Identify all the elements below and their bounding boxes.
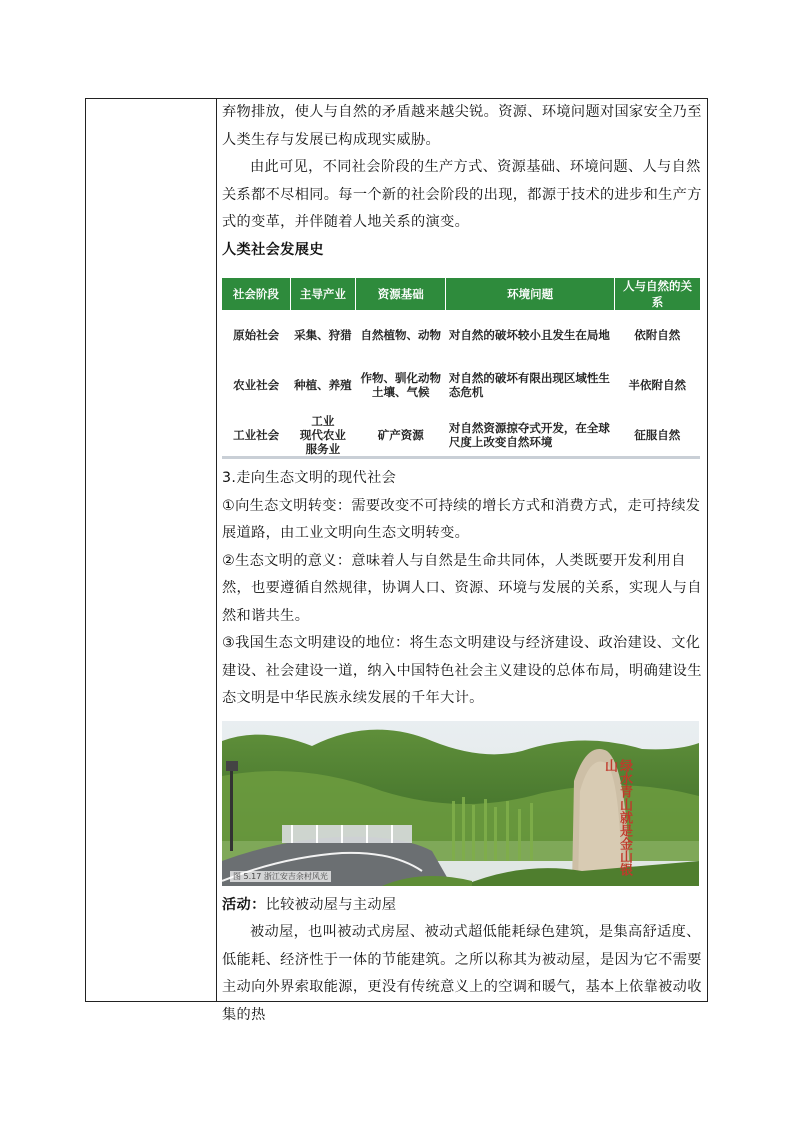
table-cell: 征服自然 bbox=[634, 428, 681, 442]
table-cell: 对自然资源掠夺式开发，在全球尺度上改变自然环境 bbox=[448, 421, 610, 449]
left-column bbox=[86, 99, 217, 1001]
header-cell: 社会阶段 bbox=[222, 278, 290, 310]
table-cell: 作物、驯化动物 土壤、气候 bbox=[360, 371, 441, 399]
header-cell: 环境问题 bbox=[446, 278, 615, 310]
table-header-row bbox=[222, 278, 700, 310]
section-heading: 3.走向生态文明的现代社会 bbox=[222, 470, 397, 486]
paragraph-summary: 由此可见，不同社会阶段的生产方式、资源基础、环境问题、人与自然关系都不尽相同。每一个新的社会阶段的出现，都源于技术的进步和生产方式的变革，并伴随着人地关系的演变。 bbox=[222, 159, 702, 230]
table-cell: 半依附自然 bbox=[628, 378, 687, 392]
landscape-photo bbox=[222, 721, 699, 886]
activity-label: 活动： bbox=[222, 896, 266, 913]
point-item: ①向生态文明转变：需要改变不可持续的增长方式和消费方式，走可持续发展道路，由工业文明向生态文明转变。 bbox=[222, 497, 701, 541]
table-banner bbox=[222, 268, 700, 278]
table-cell: 种植、养殖 bbox=[294, 378, 352, 392]
society-history-table bbox=[222, 278, 700, 460]
header-cell: 资源基础 bbox=[356, 278, 446, 310]
header-cell: 主导产业 bbox=[290, 278, 355, 310]
table-cell: 工业社会 bbox=[233, 428, 280, 442]
activity-heading bbox=[222, 892, 702, 920]
table-row bbox=[222, 310, 700, 360]
table-cell: 采集、狩猎 bbox=[294, 328, 352, 342]
table-cell: 对自然的破坏有限出现区域性生态危机 bbox=[448, 371, 610, 399]
activity-title: 比较被动屋与主动屋 bbox=[265, 896, 397, 913]
table-title: 人类社会发展史 bbox=[222, 241, 324, 258]
table-cell: 矿产资源 bbox=[377, 428, 424, 442]
point-item: ③我国生态文明建设的地位：将生态文明建设与经济建设、政治建设、文化建设、社会建设一道，纳入中国特色社会主义建设的总体布局，明确建设生态文明是中华民族永续发展的千年大计。 bbox=[222, 635, 702, 706]
table-cell: 工业 现代农业 服务业 bbox=[299, 414, 346, 456]
society-history-table-figure bbox=[222, 268, 700, 459]
table-row bbox=[222, 360, 700, 410]
content-column bbox=[222, 99, 702, 1029]
lesson-table-frame bbox=[85, 98, 708, 1023]
paragraph-continued: 弃物排放，使人与自然的矛盾越来越尖锐。资源、环境问题对国家安全乃至人类生存与发展已构成现实威胁。 bbox=[222, 104, 702, 148]
table-cell: 自然植物、动物 bbox=[360, 328, 441, 342]
table-cell: 原始社会 bbox=[233, 328, 280, 342]
activity-paragraph: 被动屋，也叫被动式房屋、被动式超低能耗绿色建筑，是集高舒适度、低能耗、经济性于一体的节能建筑。之所以称其为被动屋，是因为它不需要主动向外界索取能源，更没有传统意义上的空调和暖气，基本上依靠被动收集的热 bbox=[222, 924, 702, 1023]
header-cell: 人与自然的关系 bbox=[615, 278, 700, 310]
table-cell: 依附自然 bbox=[634, 328, 681, 342]
table-cell: 农业社会 bbox=[233, 378, 280, 392]
point-item: ②生态文明的意义：意味着人与自然是生命共同体，人类既要开发利用自然，也要遵循自然规律，协调人口、资源、环境与发展的关系，实现人与自然和谐共生。 bbox=[222, 552, 702, 624]
stone-inscription: 绿水青山就是金山银山 bbox=[602, 758, 632, 876]
photo-caption: 图 5.17 浙江安吉余村风光 bbox=[230, 871, 331, 882]
table-cell: 对自然的破坏较小且发生在局地 bbox=[448, 328, 610, 342]
table-row bbox=[222, 410, 700, 460]
